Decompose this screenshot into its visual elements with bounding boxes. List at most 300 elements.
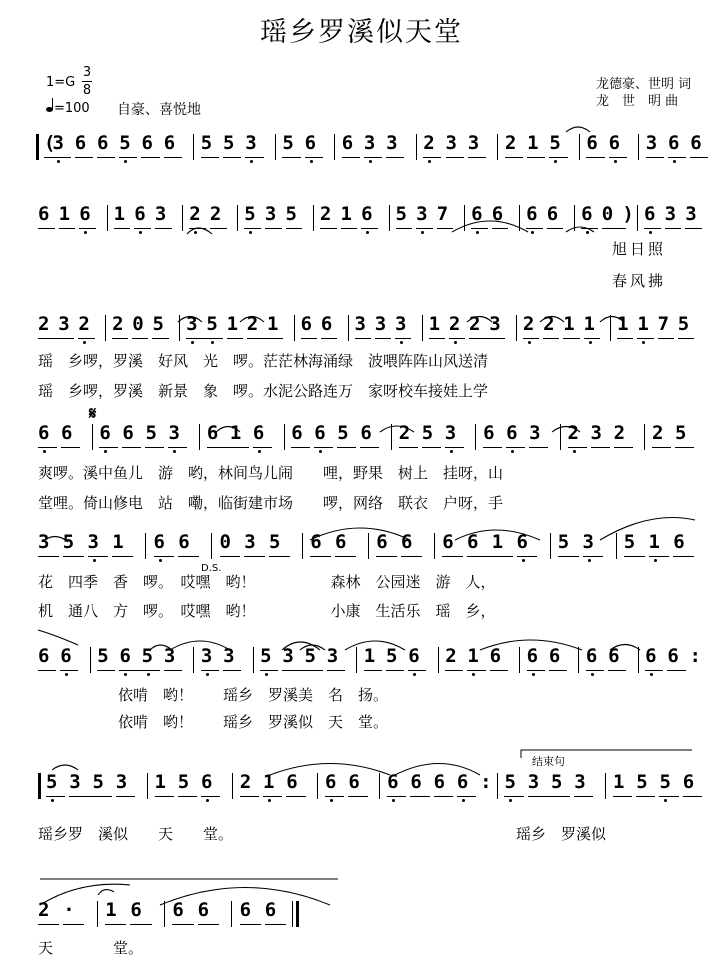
beam-underline bbox=[114, 228, 131, 229]
beam-underline bbox=[422, 447, 441, 448]
beam-underline bbox=[119, 157, 137, 158]
note-1: 1 bbox=[266, 313, 279, 335]
octave-dot bbox=[65, 673, 68, 676]
beam-underline bbox=[223, 670, 241, 671]
beam-underline bbox=[69, 796, 112, 797]
lyric-line-6b: 依啃 哟！ 瑶乡 罗溪似 天 堂。 bbox=[118, 713, 389, 731]
note-5: 5 bbox=[674, 422, 687, 444]
bar-line bbox=[294, 315, 295, 341]
beam-underline bbox=[416, 228, 433, 229]
note-7: 7 bbox=[436, 203, 449, 225]
beam-underline bbox=[602, 228, 626, 229]
note-3: 3 bbox=[282, 645, 294, 667]
note-5: 5 bbox=[145, 422, 157, 444]
beam-underline bbox=[59, 228, 76, 229]
note-1: 1 bbox=[648, 531, 660, 553]
lyric-line-3b: 瑶 乡啰，罗溪 新景 象 啰。水泥公路连万 家呀校车接娃上学 bbox=[38, 382, 489, 400]
beam-underline bbox=[505, 157, 523, 158]
bar-line bbox=[578, 647, 579, 673]
note-6: 6 bbox=[38, 203, 50, 225]
bar-line bbox=[644, 424, 645, 450]
note-2: 2 bbox=[567, 422, 579, 444]
bar-line bbox=[379, 773, 380, 799]
repeat-start-bar bbox=[36, 134, 39, 160]
beam-underline bbox=[63, 556, 84, 557]
note-6: 6 bbox=[286, 771, 298, 793]
beam-underline bbox=[38, 447, 57, 448]
note-3: 3 bbox=[590, 422, 602, 444]
beam-underline bbox=[75, 157, 93, 158]
beam-underline bbox=[467, 670, 485, 671]
beam-underline bbox=[61, 447, 80, 448]
note-3: 3 bbox=[664, 203, 677, 225]
note-2: 2 bbox=[423, 132, 435, 154]
note-6: 6 bbox=[516, 531, 528, 553]
note-5: 5 bbox=[223, 132, 235, 154]
note-6: 6 bbox=[387, 771, 399, 793]
octave-dot bbox=[522, 559, 525, 562]
bar-line bbox=[237, 205, 238, 231]
staff-line-3 bbox=[38, 313, 698, 343]
note-symbol: ) bbox=[622, 203, 634, 225]
octave-dot bbox=[147, 673, 150, 676]
note-6: 6 bbox=[325, 771, 337, 793]
note-5: 5 bbox=[549, 132, 561, 154]
octave-dot bbox=[511, 450, 514, 453]
beam-underline bbox=[38, 670, 56, 671]
beam-underline bbox=[210, 228, 227, 229]
bar-line bbox=[422, 315, 423, 341]
note-6: 6 bbox=[548, 645, 561, 667]
time-signature bbox=[82, 64, 92, 99]
beam-underline bbox=[244, 228, 261, 229]
beam-underline bbox=[523, 338, 539, 339]
octave-dot bbox=[532, 673, 535, 676]
note-6: 6 bbox=[376, 531, 388, 553]
octave-dot bbox=[462, 799, 465, 802]
beam-underline bbox=[469, 338, 505, 339]
note-3: 3 bbox=[467, 132, 480, 154]
bar-line bbox=[90, 647, 91, 673]
note-1: 1 bbox=[154, 771, 166, 793]
note-5: 5 bbox=[659, 771, 671, 793]
beam-underline bbox=[220, 556, 241, 557]
note-6: 6 bbox=[38, 422, 50, 444]
bar-line bbox=[275, 134, 276, 160]
note-6: 6 bbox=[79, 203, 91, 225]
note-6: 6 bbox=[360, 422, 372, 444]
beam-underline bbox=[667, 670, 685, 671]
segno-icon: 𝄋 bbox=[89, 404, 97, 424]
octave-dot bbox=[57, 160, 60, 163]
bar-line bbox=[179, 315, 180, 341]
lyric-line-5b: 机 通八 方 啰。 哎嘿 哟！ 小康 生活乐 瑶 乡， bbox=[38, 602, 496, 620]
bar-line bbox=[193, 134, 194, 160]
bar-line bbox=[464, 205, 465, 231]
bar-line bbox=[193, 647, 194, 673]
note-6: 6 bbox=[645, 645, 657, 667]
beam-underline bbox=[97, 670, 115, 671]
note-6: 6 bbox=[300, 313, 313, 335]
note-2: 2 bbox=[246, 313, 259, 335]
note-2: 2 bbox=[78, 313, 90, 335]
beam-underline bbox=[265, 228, 282, 229]
note-1: 1 bbox=[563, 313, 575, 335]
beam-underline bbox=[245, 157, 263, 158]
note-6: 6 bbox=[410, 771, 422, 793]
note-2: 2 bbox=[522, 313, 535, 335]
note-1: 1 bbox=[491, 531, 504, 553]
note-6: 6 bbox=[471, 203, 483, 225]
beam-underline bbox=[504, 796, 523, 797]
beam-underline bbox=[586, 157, 604, 158]
staff-line-2 bbox=[38, 203, 698, 233]
lyric-line-7b: 瑶乡 罗溪似 bbox=[516, 825, 607, 843]
beam-underline bbox=[60, 670, 78, 671]
octave-dot bbox=[392, 799, 395, 802]
note-3: 3 bbox=[374, 313, 387, 335]
beam-underline bbox=[327, 670, 345, 671]
note-6: 6 bbox=[673, 531, 685, 553]
beam-underline bbox=[526, 228, 543, 229]
octave-dot bbox=[84, 231, 87, 234]
time-numerator: 3 bbox=[82, 65, 92, 80]
beam-underline bbox=[286, 796, 305, 797]
bar-line bbox=[317, 773, 318, 799]
note-5: 5 bbox=[119, 132, 131, 154]
beam-underline bbox=[586, 670, 604, 671]
octave-dot bbox=[268, 799, 271, 802]
expression-mark: 自豪、喜悦地 bbox=[117, 102, 201, 118]
beam-underline bbox=[305, 157, 323, 158]
beam-underline bbox=[130, 924, 151, 925]
octave-dot bbox=[673, 160, 676, 163]
beam-underline bbox=[395, 338, 411, 339]
note-6: 6 bbox=[310, 531, 322, 553]
octave-dot bbox=[104, 450, 107, 453]
bar-line bbox=[560, 424, 561, 450]
note-1: 1 bbox=[527, 132, 539, 154]
beam-underline bbox=[247, 338, 283, 339]
note-6: 6 bbox=[163, 132, 176, 154]
note-5: 5 bbox=[260, 645, 272, 667]
octave-dot bbox=[319, 450, 322, 453]
note-6: 6 bbox=[581, 203, 593, 225]
octave-dot bbox=[51, 799, 54, 802]
beam-underline bbox=[189, 228, 206, 229]
beam-underline bbox=[549, 157, 567, 158]
beam-underline bbox=[437, 228, 454, 229]
beam-underline bbox=[320, 228, 337, 229]
octave-dot bbox=[93, 559, 96, 562]
beam-underline bbox=[649, 556, 670, 557]
bar-line bbox=[182, 205, 183, 231]
note-1: 1 bbox=[467, 645, 479, 667]
beam-underline bbox=[99, 447, 118, 448]
octave-dot bbox=[250, 160, 253, 163]
bar-line bbox=[638, 647, 639, 673]
octave-dot bbox=[586, 231, 589, 234]
beam-underline bbox=[543, 338, 559, 339]
repeat-colon: : bbox=[480, 771, 492, 793]
bar-line bbox=[434, 533, 435, 559]
beam-underline bbox=[227, 338, 243, 339]
note-6: 6 bbox=[585, 645, 598, 667]
note-6: 6 bbox=[361, 203, 373, 225]
beam-underline bbox=[644, 228, 661, 229]
note-3: 3 bbox=[363, 132, 376, 154]
note-6: 6 bbox=[401, 531, 413, 553]
beam-underline bbox=[207, 447, 249, 448]
beam-underline bbox=[201, 157, 219, 158]
note-5: 5 bbox=[285, 203, 297, 225]
beam-underline bbox=[201, 670, 219, 671]
note-2: 2 bbox=[239, 771, 252, 793]
octave-dot bbox=[649, 231, 652, 234]
note-5: 5 bbox=[677, 313, 690, 335]
note-6: 6 bbox=[252, 422, 265, 444]
bar-line bbox=[334, 134, 335, 160]
beam-underline bbox=[240, 924, 261, 925]
beam-underline bbox=[155, 228, 172, 229]
octave-dot bbox=[509, 799, 512, 802]
beam-underline bbox=[636, 796, 655, 797]
repeat-colon: : bbox=[689, 645, 701, 667]
beam-underline bbox=[445, 447, 464, 448]
beam-underline bbox=[549, 670, 567, 671]
beam-underline bbox=[105, 924, 126, 925]
beam-underline bbox=[164, 157, 182, 158]
beam-underline bbox=[490, 670, 508, 671]
beam-underline bbox=[342, 157, 360, 158]
beam-underline bbox=[574, 796, 593, 797]
beam-underline bbox=[38, 338, 74, 339]
beam-underline bbox=[260, 670, 278, 671]
note-symbol: · bbox=[63, 899, 75, 921]
note-3: 3 bbox=[52, 132, 64, 154]
bar-line bbox=[475, 424, 476, 450]
note-3: 3 bbox=[58, 313, 70, 335]
beam-underline bbox=[658, 338, 674, 339]
note-3: 3 bbox=[264, 203, 277, 225]
beam-underline bbox=[386, 157, 404, 158]
beam-underline bbox=[253, 447, 272, 448]
note-5: 5 bbox=[92, 771, 104, 793]
note-5: 5 bbox=[395, 203, 407, 225]
octave-dot bbox=[421, 231, 424, 234]
beam-underline bbox=[637, 338, 653, 339]
lyric-line-2a: 旭日照 bbox=[612, 240, 667, 258]
bar-line bbox=[97, 901, 98, 927]
bar-line bbox=[519, 205, 520, 231]
beam-underline bbox=[364, 157, 382, 158]
beam-underline bbox=[325, 796, 344, 797]
octave-dot bbox=[124, 160, 127, 163]
octave-dot bbox=[614, 160, 617, 163]
note-2: 2 bbox=[448, 313, 461, 335]
note-1: 1 bbox=[363, 645, 376, 667]
beam-underline bbox=[449, 338, 465, 339]
beam-underline bbox=[529, 447, 548, 448]
beam-underline bbox=[659, 796, 678, 797]
note-6: 6 bbox=[526, 645, 539, 667]
octave-dot bbox=[330, 799, 333, 802]
beam-underline bbox=[335, 556, 356, 557]
beam-underline bbox=[583, 556, 604, 557]
beam-underline bbox=[223, 157, 241, 158]
octave-dot bbox=[43, 450, 46, 453]
beam-underline bbox=[690, 157, 708, 158]
bar-line bbox=[389, 205, 390, 231]
octave-dot bbox=[589, 341, 592, 344]
note-6: 6 bbox=[586, 132, 598, 154]
note-6: 6 bbox=[320, 313, 333, 335]
octave-dot bbox=[588, 559, 591, 562]
note-3: 3 bbox=[87, 531, 99, 553]
beam-underline bbox=[164, 670, 182, 671]
beam-underline bbox=[314, 447, 333, 448]
beam-underline bbox=[282, 670, 322, 671]
bar-line bbox=[550, 533, 551, 559]
tempo-mark bbox=[46, 98, 90, 116]
octave-dot bbox=[211, 341, 214, 344]
beam-underline bbox=[198, 924, 219, 925]
bar-line bbox=[145, 533, 146, 559]
beam-underline bbox=[617, 338, 633, 339]
bar-line bbox=[516, 315, 517, 341]
octave-dot bbox=[206, 799, 209, 802]
octave-dot bbox=[428, 160, 431, 163]
lyric-line-5a: 花 四季 香 啰。 哎嘿 哟！ 森林 公园迷 游 人， bbox=[38, 573, 496, 591]
beam-underline bbox=[673, 556, 694, 557]
beam-underline bbox=[675, 447, 694, 448]
note-5: 5 bbox=[504, 771, 516, 793]
quarter-note-icon bbox=[46, 98, 54, 112]
beam-underline bbox=[375, 338, 391, 339]
note-0: 0 bbox=[132, 313, 144, 335]
beam-underline bbox=[321, 338, 337, 339]
tempo-value: =100 bbox=[54, 101, 90, 116]
beam-underline bbox=[46, 796, 65, 797]
note-0: 0 bbox=[219, 531, 231, 553]
note-7: 7 bbox=[657, 313, 670, 335]
note-5: 5 bbox=[244, 203, 256, 225]
note-5: 5 bbox=[304, 645, 316, 667]
octave-dot bbox=[369, 160, 372, 163]
bar-line bbox=[199, 424, 200, 450]
note-6: 6 bbox=[341, 132, 354, 154]
beam-underline bbox=[38, 924, 59, 925]
note-6: 6 bbox=[667, 645, 679, 667]
note-5: 5 bbox=[385, 645, 398, 667]
bar-line bbox=[438, 647, 439, 673]
octave-dot bbox=[310, 160, 313, 163]
final-bar-thick bbox=[296, 901, 299, 927]
note-2: 2 bbox=[651, 422, 664, 444]
note-3: 3 bbox=[354, 313, 366, 335]
beam-underline bbox=[155, 796, 174, 797]
bar-line bbox=[211, 533, 212, 559]
bar-line bbox=[579, 134, 580, 160]
beam-underline bbox=[310, 556, 331, 557]
bar-line bbox=[92, 424, 93, 450]
lyric-line-8: 天 堂。 bbox=[38, 939, 144, 957]
octave-dot bbox=[654, 559, 657, 562]
note-3: 3 bbox=[386, 132, 398, 154]
note-6: 6 bbox=[506, 422, 518, 444]
repeat-start-bar bbox=[38, 773, 41, 799]
beam-underline bbox=[645, 670, 663, 671]
note-3: 3 bbox=[223, 645, 235, 667]
bar-line bbox=[368, 533, 369, 559]
beam-underline bbox=[468, 157, 486, 158]
beam-underline bbox=[244, 556, 265, 557]
note-2: 2 bbox=[209, 203, 222, 225]
octave-dot bbox=[454, 341, 457, 344]
lyric-line-6a: 依啃 哟！ 瑶乡 罗溪美 名 扬。 bbox=[118, 686, 389, 704]
note-6: 6 bbox=[546, 203, 559, 225]
beam-underline bbox=[152, 338, 168, 339]
beam-underline bbox=[668, 157, 686, 158]
beam-underline bbox=[506, 447, 525, 448]
note-3: 3 bbox=[582, 531, 594, 553]
note-3: 3 bbox=[163, 645, 176, 667]
beam-underline bbox=[558, 556, 579, 557]
note-6: 6 bbox=[119, 645, 131, 667]
beam-underline bbox=[678, 338, 694, 339]
beam-underline bbox=[446, 157, 464, 158]
note-6: 6 bbox=[335, 531, 347, 553]
octave-dot bbox=[573, 450, 576, 453]
beam-underline bbox=[568, 447, 587, 448]
note-6: 6 bbox=[433, 771, 446, 793]
beam-underline bbox=[584, 338, 600, 339]
beam-underline bbox=[399, 447, 418, 448]
note-2: 2 bbox=[398, 422, 411, 444]
beam-underline bbox=[442, 556, 463, 557]
note-6: 6 bbox=[74, 132, 87, 154]
note-6: 6 bbox=[134, 203, 146, 225]
beam-underline bbox=[517, 556, 538, 557]
beam-underline bbox=[186, 338, 222, 339]
time-denominator: 8 bbox=[82, 83, 92, 98]
octave-dot bbox=[139, 231, 142, 234]
note-6: 6 bbox=[643, 203, 656, 225]
bar-line bbox=[105, 315, 106, 341]
note-3: 3 bbox=[645, 132, 658, 154]
bar-line bbox=[348, 315, 349, 341]
beam-underline bbox=[547, 228, 564, 229]
note-6: 6 bbox=[608, 132, 621, 154]
beam-underline bbox=[471, 228, 488, 229]
bar-line bbox=[519, 647, 520, 673]
beam-underline bbox=[119, 670, 159, 671]
note-2: 2 bbox=[38, 899, 50, 921]
note-1: 1 bbox=[113, 203, 126, 225]
bar-line bbox=[107, 205, 108, 231]
beam-underline bbox=[38, 228, 55, 229]
staff-line-8 bbox=[38, 899, 338, 929]
note-6: 6 bbox=[130, 899, 142, 921]
note-3: 3 bbox=[69, 771, 81, 793]
beam-underline bbox=[423, 157, 441, 158]
page-title: 瑶乡罗溪似天堂 bbox=[260, 17, 463, 48]
beam-underline bbox=[201, 796, 220, 797]
octave-dot bbox=[642, 341, 645, 344]
beam-underline bbox=[337, 447, 356, 448]
beam-underline bbox=[116, 796, 135, 797]
octave-dot bbox=[173, 450, 176, 453]
